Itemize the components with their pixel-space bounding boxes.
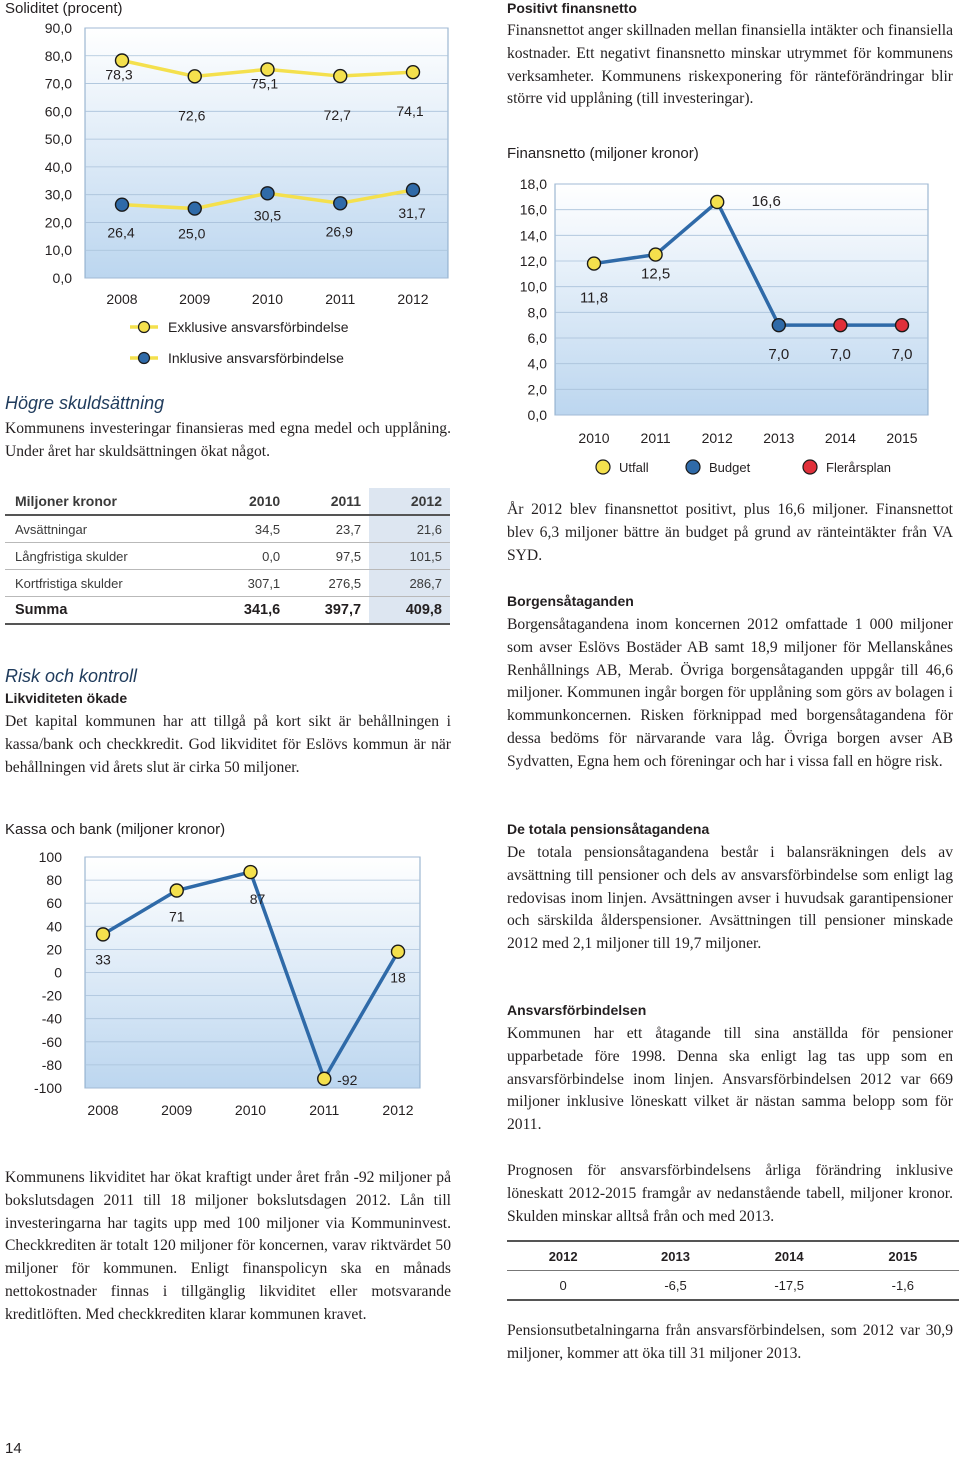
table-cell: 307,1 xyxy=(207,570,288,597)
x-tick-label: 2014 xyxy=(824,430,856,446)
y-tick-label: 60,0 xyxy=(44,103,72,120)
y-tick-label: 6,0 xyxy=(527,330,547,346)
table-cell: 397,7 xyxy=(288,597,369,625)
risk-kontroll-text: Det kapital kommunen har att tillgå på kort sikt är behållningen i kassa/bank och checkkredit. God likviditet för Eslövs kommun är när behållningen vid årets slut är cirka 50 miljoner. xyxy=(5,713,451,776)
x-tick-label: 2012 xyxy=(397,291,429,307)
table-row xyxy=(5,515,450,543)
table-cell: 341,6 xyxy=(207,597,288,625)
table-header-cell: Miljoner kronor xyxy=(5,488,207,515)
data-point-marker xyxy=(261,63,274,76)
table-header-cell: 2011 xyxy=(288,488,369,515)
data-point-marker xyxy=(97,928,110,941)
y-tick-label: 12,0 xyxy=(519,253,547,269)
data-point-marker xyxy=(588,257,601,270)
table-cell: 101,5 xyxy=(369,543,450,570)
data-label: 74,1 xyxy=(396,103,424,120)
y-tick-label: 80 xyxy=(46,872,62,889)
legend-marker xyxy=(139,322,150,333)
legend-marker xyxy=(596,460,610,474)
prognos-text: Prognosen för ansvarsförbindelsens årliga förändring inklusive löneskatt 2012-2015 framgår av nedanstående tabell, miljoner kronor. Skulden minskar alltså från och med 2013. xyxy=(507,1162,953,1225)
data-point-marker xyxy=(896,319,909,332)
page-number: 14 xyxy=(5,1440,22,1457)
likviditet-text: Kommunens likviditet har ökat kraftigt under året från -92 miljoner på bokslutsdagen 2011 till 18 miljoner bokslutsdagen 2012. Lån till investeringarna har tagits upp med 100 miljoner via Kommuninvest. Checkkrediten är totalt 120 miljoner för koncernen, varav riktvärdet 50 miljoner för kommunen. Enligt finanspolicyn ska en månads nettokostnader finnas i tillgänglig likviditet eller motsvarande kreditlöften. Med checkkrediten klarar kommunen kravet. xyxy=(5,1169,451,1323)
hogre-skuldsattning-heading: Högre skuldsättning xyxy=(5,393,165,413)
risk-kontroll-heading: Risk och kontroll xyxy=(5,666,138,686)
data-label: 7,0 xyxy=(891,346,913,364)
data-label: 87 xyxy=(249,891,266,908)
legend-label: Flerårsplan xyxy=(826,460,892,475)
data-point-marker xyxy=(170,884,183,897)
table-cell: Kortfristiga skulder xyxy=(5,570,207,597)
y-tick-label: -100 xyxy=(33,1080,62,1096)
data-label: 12,5 xyxy=(640,265,671,283)
table-sum-row xyxy=(5,597,450,625)
table-header-cell: 2014 xyxy=(732,1241,847,1271)
x-tick-label: 2013 xyxy=(763,430,795,446)
y-tick-label: -20 xyxy=(41,987,62,1004)
x-tick-label: 2010 xyxy=(578,430,610,446)
legend-label: Utfall xyxy=(619,460,649,475)
table-cell: Avsättningar xyxy=(5,515,207,543)
kassa-chart xyxy=(0,845,460,1125)
likviditeten-heading: Likviditeten ökade xyxy=(5,690,128,706)
y-tick-label: 18,0 xyxy=(519,176,547,192)
table-header-cell: 2012 xyxy=(369,488,450,515)
data-label: 72,7 xyxy=(323,107,351,124)
table-cell: 0,0 xyxy=(207,543,288,570)
data-label: 75,1 xyxy=(250,75,279,92)
data-point-marker xyxy=(116,198,129,211)
x-tick-label: 2010 xyxy=(234,1102,267,1118)
kassa-chart-title: Kassa och bank (miljoner kronor) xyxy=(5,821,226,838)
x-tick-label: 2008 xyxy=(87,1102,119,1118)
finansnetto-text: År 2012 blev finansnettot positivt, plus 16,6 miljoner. Finansnettot blev 6,3 miljoner bättre än budget på grund av ränteintäkter från VA SYD. xyxy=(507,501,953,564)
table-cell: 0 xyxy=(507,1271,619,1301)
data-point-marker xyxy=(188,202,201,215)
x-tick-label: 2012 xyxy=(382,1102,414,1118)
legend-marker xyxy=(139,353,150,364)
table-cell: Långfristiga skulder xyxy=(5,543,207,570)
soliditet-chart xyxy=(0,22,460,372)
y-tick-label: 4,0 xyxy=(527,355,547,372)
table-cell: 276,5 xyxy=(288,570,369,597)
pensionsutbetalningar-text: Pensionsutbetalningarna från ansvarsförbindelsen, som 2012 var 30,9 miljoner, kommer att öka till 31 miljoner 2013. xyxy=(507,1322,953,1362)
data-label: 71 xyxy=(168,908,185,925)
data-point-marker xyxy=(334,197,347,210)
x-tick-label: 2010 xyxy=(251,291,284,307)
x-tick-label: 2011 xyxy=(325,291,356,307)
y-tick-label: 50,0 xyxy=(44,131,72,148)
data-label: 7,0 xyxy=(768,346,790,364)
data-label: -92 xyxy=(337,1071,358,1088)
x-tick-label: 2012 xyxy=(701,430,733,446)
table-cell: Summa xyxy=(5,597,207,625)
y-tick-label: 100 xyxy=(38,849,62,865)
data-label: 31,7 xyxy=(398,204,426,221)
data-point-marker xyxy=(188,70,201,83)
x-tick-label: 2009 xyxy=(179,291,211,307)
data-point-marker xyxy=(261,187,274,200)
table-header-cell: 2013 xyxy=(619,1241,731,1271)
data-label: 78,3 xyxy=(105,66,133,83)
legend-marker xyxy=(686,460,700,474)
positivt-finansnetto-text: Finansnettot anger skillnaden mellan finansiella intäkter och finansiella kostnader. Ett negativt finansnetto minskar utrymmet för kommunens verksamheter. Kommunens riskexponering för ränteförändringar blir större vid upplåning (till investeringar). xyxy=(507,22,953,108)
data-label: 26,9 xyxy=(325,223,353,240)
x-tick-label: 2008 xyxy=(106,291,138,307)
table-header-cell: 2012 xyxy=(507,1241,619,1271)
table-row xyxy=(507,1271,959,1301)
data-label: 33 xyxy=(95,951,111,968)
legend-label: Inklusive ansvarsförbindelse xyxy=(168,350,344,366)
y-tick-label: 14,0 xyxy=(519,227,547,244)
table-cell: 34,5 xyxy=(207,515,288,543)
data-label: 11,8 xyxy=(579,289,609,307)
y-tick-label: 20,0 xyxy=(44,214,72,231)
data-label: 16,6 xyxy=(751,192,781,210)
data-point-marker xyxy=(407,183,420,196)
y-tick-label: 16,0 xyxy=(519,201,547,218)
y-tick-label: 0,0 xyxy=(527,407,547,423)
data-point-marker xyxy=(772,319,785,332)
plot-area xyxy=(555,184,928,415)
table-cell: 23,7 xyxy=(288,515,369,543)
data-point-marker xyxy=(392,945,405,958)
y-tick-label: 10,0 xyxy=(44,242,72,259)
y-tick-label: 20 xyxy=(46,941,62,958)
table-header-row xyxy=(507,1241,959,1271)
table-header-cell: 2010 xyxy=(207,488,288,515)
borgen-heading: Borgensåtaganden xyxy=(507,593,634,609)
y-tick-label: -40 xyxy=(41,1010,62,1027)
data-label: 25,0 xyxy=(178,225,206,242)
legend-marker xyxy=(803,460,817,474)
data-point-marker xyxy=(834,319,847,332)
hogre-skuldsattning-text: Kommunens investeringar finansieras med egna medel och upplåning. Under året har skuldsättningen ökat något. xyxy=(5,420,451,460)
y-tick-label: 40,0 xyxy=(44,158,72,175)
y-tick-label: 40 xyxy=(46,918,62,935)
borgen-text: Borgensåtagandena inom koncernen 2012 omfattade 1 000 miljoner som avser Eslövs Bostäder AB samt 18,9 miljoner för Mellanskånes Renhållnings AB, Merab. Övriga borgensåtaganden uppgår till 46,6 miljoner. Kommunen ingår borgen för upplåning som görs av bolagen i kommunkoncernen. Risken förknippad med borgensåtagandena för dessa bedöms för närvarande vara låg. Övriga borgen avser AB Sydvatten, Egna hem och föreningar och har i vissa fall en högre risk. xyxy=(507,616,953,770)
data-point-marker xyxy=(116,54,129,67)
table-cell: 97,5 xyxy=(288,543,369,570)
y-tick-label: 2,0 xyxy=(527,381,547,398)
table-header-row xyxy=(5,488,450,515)
pension-text: De totala pensionsåtagandena består i balansräkningen dels av avsättning till pensioner och dels av ansvarsförbindelse som enligt lag redovisas inom linjen. Avsättningen avser i huvudsak garantipensioner och särskilda ålderspensioner. Avsättningen till pensioner minskade 2012 med 2,1 miljoner till 19,7 miljoner. xyxy=(507,844,953,953)
x-tick-label: 2011 xyxy=(309,1102,340,1118)
y-tick-label: -80 xyxy=(41,1056,62,1073)
ansvar-heading: Ansvarsförbindelsen xyxy=(507,1002,647,1018)
y-tick-label: 60 xyxy=(46,895,62,912)
y-tick-label: 30,0 xyxy=(44,186,72,203)
y-tick-label: 70,0 xyxy=(44,75,72,92)
table-cell: -17,5 xyxy=(732,1271,847,1301)
table-cell: 286,7 xyxy=(369,570,450,597)
data-label: 72,6 xyxy=(178,107,206,124)
data-point-marker xyxy=(407,66,420,79)
y-tick-label: 8,0 xyxy=(527,304,547,321)
finansnetto-chart xyxy=(490,168,960,480)
data-label: 18 xyxy=(390,969,406,986)
y-tick-label: 10,0 xyxy=(519,278,547,295)
table-cell: 21,6 xyxy=(369,515,450,543)
table-row xyxy=(5,543,450,570)
table-row xyxy=(5,570,450,597)
positivt-finansnetto-heading: Positivt finansnetto xyxy=(507,0,637,16)
skulder-table xyxy=(5,488,450,625)
ansvar-text: Kommunen har ett åtagande till sina anställda för pensioner upparbetade före 1998. Denna ska enligt lag tas upp som en ansvarsförbindelse inom linjen. Ansvarsförbindelsen 2012 var 669 miljoner inklusive löneskatt vilket är nästan samma belopp som för 2011. xyxy=(507,1025,953,1134)
data-point-marker xyxy=(334,70,347,83)
x-tick-label: 2009 xyxy=(161,1102,193,1118)
legend-label: Exklusive ansvarsförbindelse xyxy=(168,319,349,335)
y-tick-label: 0,0 xyxy=(52,270,72,286)
soliditet-chart-title: Soliditet (procent) xyxy=(5,0,123,17)
legend-label: Budget xyxy=(709,460,751,475)
data-point-marker xyxy=(318,1072,331,1085)
data-point-marker xyxy=(244,866,257,879)
table-header-cell: 2015 xyxy=(847,1241,959,1271)
pension-heading: De totala pensionsåtagandena xyxy=(507,821,710,837)
data-label: 30,5 xyxy=(253,207,282,224)
x-tick-label: 2015 xyxy=(886,430,918,446)
table-cell: -1,6 xyxy=(847,1271,959,1301)
data-point-marker xyxy=(711,195,724,208)
x-tick-label: 2011 xyxy=(640,430,671,446)
table-cell: -6,5 xyxy=(619,1271,731,1301)
y-tick-label: 0 xyxy=(54,964,62,981)
data-label: 7,0 xyxy=(829,346,851,364)
prognos-table xyxy=(507,1240,959,1301)
y-tick-label: 90,0 xyxy=(44,22,72,36)
finansnetto-chart-title: Finansnetto (miljoner kronor) xyxy=(507,145,699,162)
data-label: 26,4 xyxy=(107,224,135,241)
data-point-marker xyxy=(649,248,662,261)
y-tick-label: -60 xyxy=(41,1033,62,1050)
y-tick-label: 80,0 xyxy=(44,47,72,64)
table-cell: 409,8 xyxy=(369,597,450,625)
